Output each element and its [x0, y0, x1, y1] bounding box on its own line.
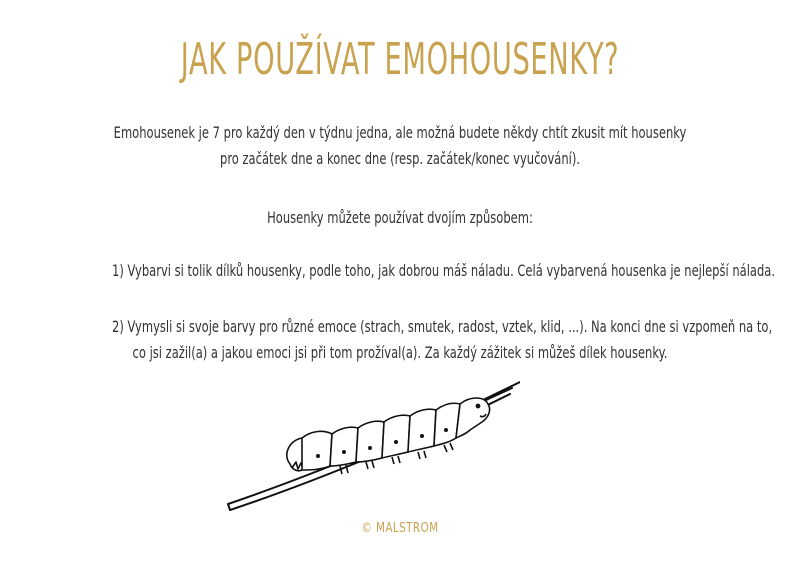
copyright-credit: © MALSTROM — [361, 521, 439, 536]
intro-paragraph — [112, 120, 688, 172]
ways-intro-text: Housenky můžete používat dvojím způsobem: — [267, 208, 533, 227]
caterpillar-drawing — [287, 398, 490, 474]
option-2-line-2: co jsi zažil(a) a jakou emoci jsi při tom prožíval(a). Za každý zážitek si můžeš dílek housenky. — [132, 343, 668, 362]
intro-line-2: pro začátek dne a konec dne (resp. začátek/konec vyučování). — [220, 149, 580, 168]
option-1-text: 1) Vybarvi si tolik dílků housenky, podle toho, jak dobrou máš náladu. Celá vybarvená housenka je nejlepší nálada. — [112, 261, 776, 280]
caterpillar-illustration — [220, 376, 520, 516]
ways-intro — [112, 205, 688, 231]
option-2 — [112, 314, 773, 366]
option-2-line-1: 2) Vymysli si svoje barvy pro různé emoce (strach, smutek, radost, vztek, klid, ...). Na konci dne si vzpomeň na to, — [112, 317, 773, 336]
intro-line-1: Emohousenek je 7 pro každý den v týdnu jedna, ale možná budete někdy chtít zkusit mít housenky — [113, 123, 687, 142]
page-title: JAK POUŽÍVAT EMOHOUSENKY? — [180, 34, 620, 85]
option-1 — [112, 258, 776, 284]
